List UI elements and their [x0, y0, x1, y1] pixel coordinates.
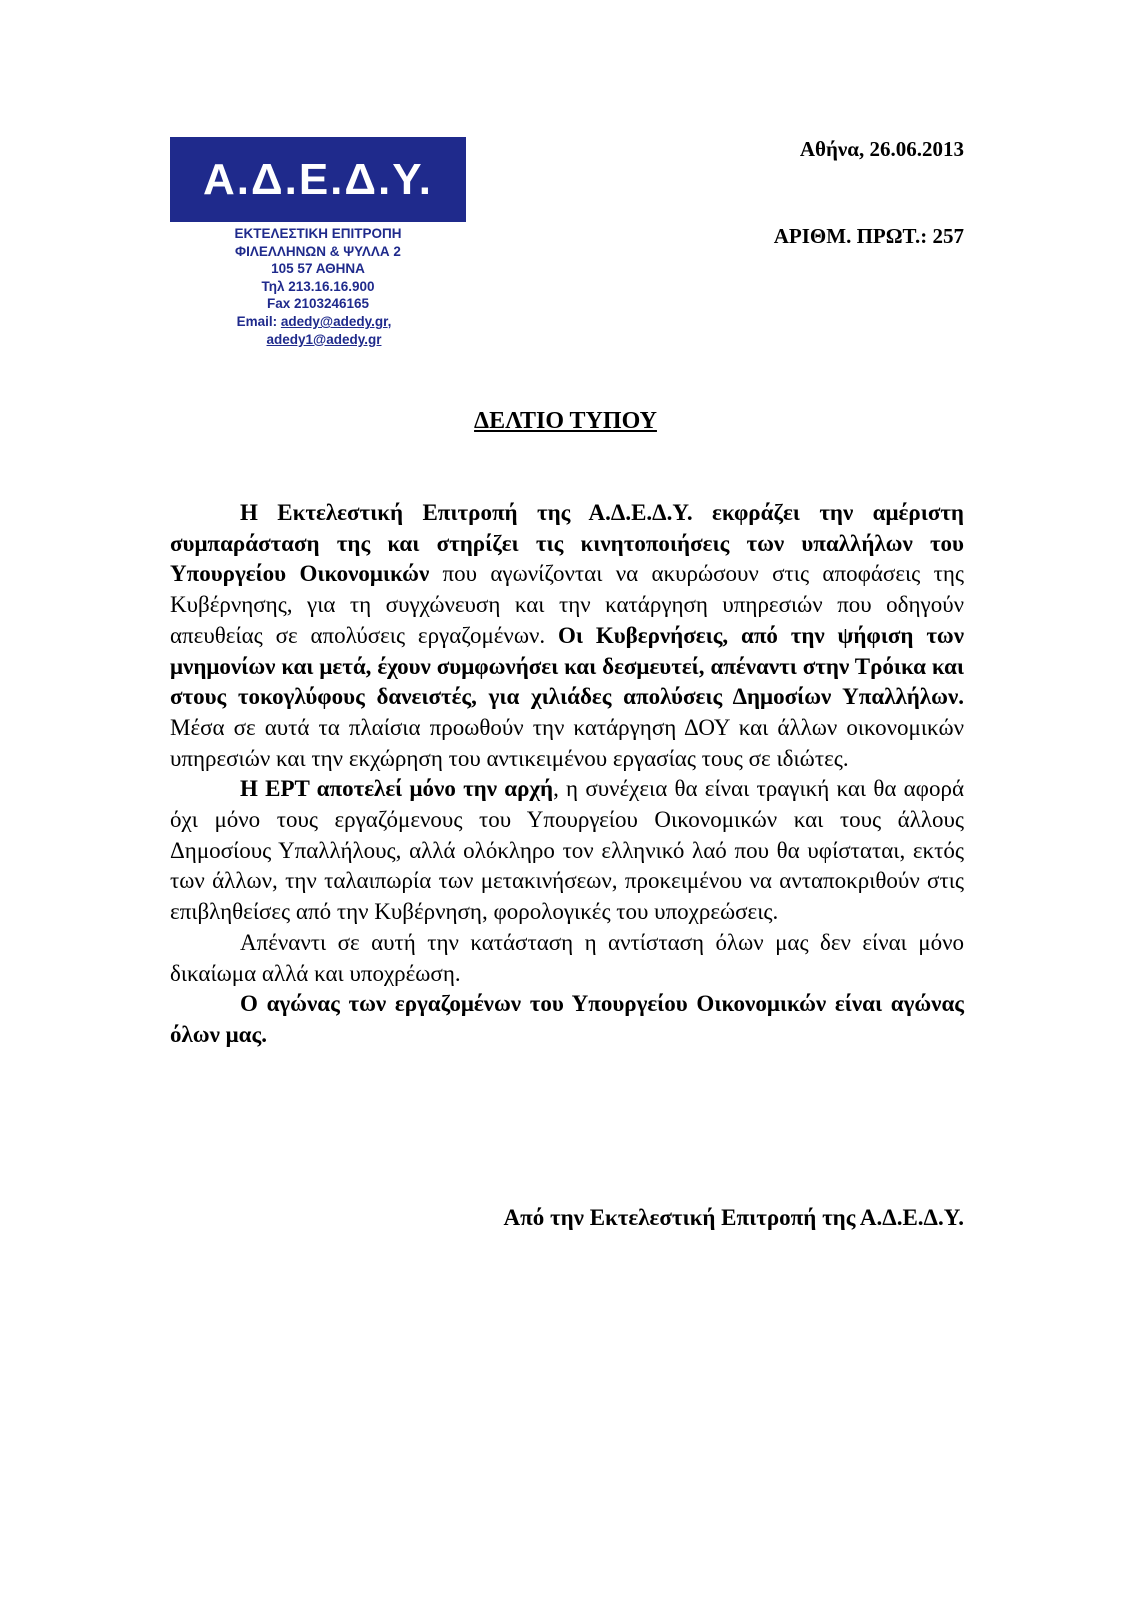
city-postcode: 105 57 ΑΘΗΝΑ — [271, 261, 365, 277]
email-row — [166, 313, 462, 331]
paragraph-4 — [170, 989, 964, 1050]
committee-name: ΕΚΤΕΛΕΣΤΙΚΗ ΕΠΙΤΡΟΠΗ — [234, 226, 402, 241]
paragraph-3-text-1: Απέναντι σε αυτή την κατάσταση η αντίσταση όλων μας δεν είναι μόνο δικαίωμα αλλά και υποχρέωση. — [170, 929, 964, 986]
organization-contact-block — [170, 225, 466, 348]
paragraph-1-bold-2: Οι Κυβερνήσεις, από την ψήφιση των μνημονίων και μετά, έχουν συμφωνήσει και δεσμευτεί, απέναντι στην Τρόικα και στους τοκογλύφους δανειστές, για χιλιάδες απολύσεις Δημοσίων Υπαλλήλων. — [170, 622, 965, 710]
email-row-secondary — [176, 331, 472, 349]
paragraph-1-bold-1: Η Εκτελεστική Επιτροπή της Α.Δ.Ε.Δ.Υ. εκφράζει την αμέριστη συμπαράσταση της και στηρίζει τις κινητοποιήσεις των υπαλλήλων του Υπουργείου Οικονομικών — [170, 500, 964, 587]
document-title: ΔΕΛΤΙΟ ΤΥΠΟΥ — [474, 408, 657, 434]
email-separator: , — [387, 313, 392, 329]
paragraph-2-bold-1: Η ΕΡΤ αποτελεί μόνο την αρχή — [240, 776, 554, 802]
paragraph-1-text-1: που αγωνίζονται να ακυρώσουν στις αποφάσεις της Κυβέρνησης, για τη συγχώνευση και την κατάργηση υπηρεσιών που οδηγούν απευθείας σε απολύσεις εργαζομένων. — [170, 561, 964, 648]
email-link-secondary[interactable]: adedy1@adedy.gr — [266, 331, 382, 347]
fax-number: Fax 2103246165 — [266, 296, 370, 312]
signature-line: Από την Εκτελεστική Επιτροπή της Α.Δ.Ε.Δ.Υ. — [503, 1205, 964, 1230]
email-link-primary[interactable]: adedy@adedy.gr — [280, 313, 388, 329]
organization-logo — [170, 137, 466, 222]
protocol-number: ΑΡΙΘΜ. ΠΡΩΤ.: 257 — [773, 224, 964, 248]
email-label: Email: — [236, 313, 281, 329]
paragraph-1-text-2: Μέσα σε αυτά τα πλαίσια προωθούν την κατάργηση ΔΟΥ και άλλων οικονομικών υπηρεσιών και την εκχώρηση του αντικειμένου εργασίας τους σε ιδιώτες. — [170, 714, 964, 771]
logo-text: Α.Δ.Ε.Δ.Υ. — [202, 154, 433, 204]
phone-number: Τηλ 213.16.16.900 — [261, 278, 375, 294]
paragraph-4-bold-1: Ο αγώνας των εργαζομένων του Υπουργείου Οικονομικών είναι αγώνας όλων μας. — [170, 991, 964, 1047]
paragraph-2 — [170, 774, 964, 928]
press-release-body — [170, 498, 964, 1051]
street-address: ΦΙΛΕΛΛΗΝΩΝ & ΨΥΛΛΑ 2 — [235, 243, 401, 259]
paragraph-1 — [170, 498, 964, 774]
paragraph-2-text-1: , η συνέχεια θα είναι τραγική και θα αφορά όχι μόνο τους εργαζόμενους του Υπουργείου Οικονομικών και τους άλλους Δημοσίους Υπαλλήλους, αλλά ολόκληρο τον ελληνικό λαό που θα υφίσταται, εκτός των άλλων, την ταλαιπωρία των μετακινήσεων, προκειμένου να ανταποκριθούν στις επιβληθείσες από την Κυβέρνηση, φορολογικές του υποχρεώσεις. — [170, 776, 964, 925]
paragraph-3 — [170, 928, 964, 989]
document-date: Αθήνα, 26.06.2013 — [799, 137, 964, 161]
